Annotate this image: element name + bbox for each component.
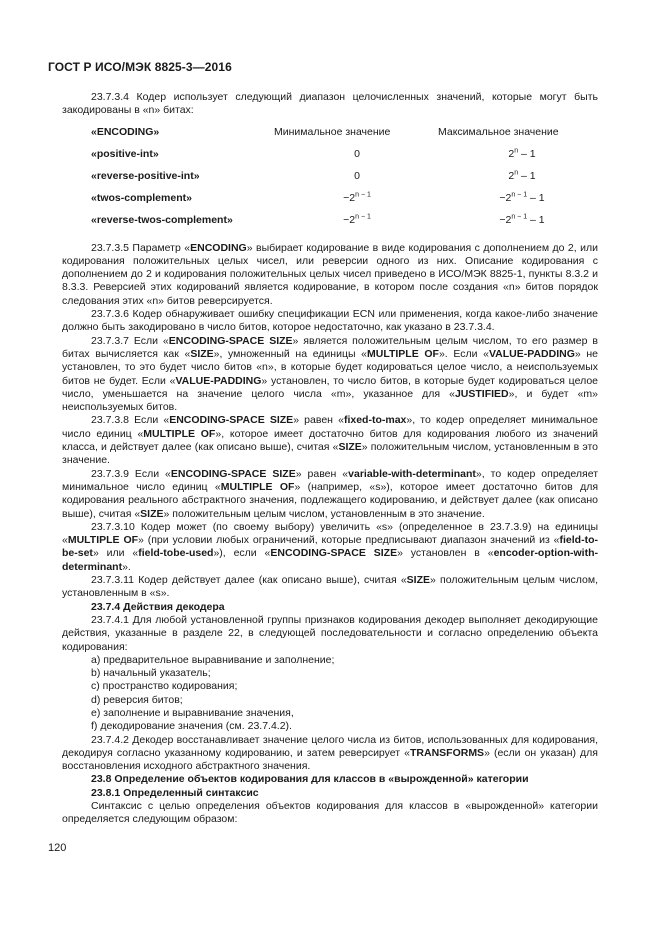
table-header-row bbox=[62, 126, 598, 140]
max-value: 2$^n$ – 1 bbox=[508, 147, 536, 160]
paragraph-23-7-3-4: 23.7.3.4 Кодер использует следующий диапазон целочисленных значений, которые могут быть закодированы в «n» битах: bbox=[62, 91, 598, 117]
list-item: d) реверсия битов; bbox=[91, 693, 183, 706]
paragraph-23-8-1: Синтаксис с целью определения объектов кодирования для классов в «вырожденной» категории определяется следующим образом: bbox=[62, 800, 598, 826]
paragraph-23-7-3-7: 23.7.3.7 Если «ENCODING-SPACE SIZE» является положительным целым числом, то его размер в битах вычисляется как «SIZE», умноженный на единицы «MULTIPLE OF». Если «VALUE-PADDING» не установлен, то это будет число битов «n», в которые будет кодироваться целое число, а неиспользуемых битов не будет. Если «VALUE-PADDING» установлен, то число битов, в которые будет кодироваться целое число, уменьшается на значение целого числа «m», указанное для «JUSTIFIED», и будет «m» неиспользуемых битов. bbox=[62, 334, 599, 414]
paragraph-23-7-4-1: 23.7.4.1 Для любой установленной группы признаков кодирования декодер выполняет декодирующие действия, указанные в разделе 22, в следующей последовательности и согласно определению объекта кодирования: bbox=[62, 613, 598, 653]
max-value: $-2^{n - 1} - 1$ bbox=[499, 191, 545, 204]
page-number: 120 bbox=[48, 842, 67, 854]
paragraph-23-7-3-6: 23.7.3.6 Кодер обнаруживает ошибку спецификации ECN или применения, когда какое-либо значение должно быть закодировано в число битов, которое недостаточно, как указано в 23.7.3.4. bbox=[62, 308, 598, 334]
min-value: $-2^{n - 1}$ bbox=[343, 191, 371, 204]
table-row bbox=[62, 148, 598, 162]
encoding-name: «reverse-positive-int» bbox=[91, 169, 200, 182]
list-item: a) предварительное выравнивание и заполнение; bbox=[91, 653, 335, 666]
encoding-name: «positive-int» bbox=[91, 147, 159, 160]
encoding-name: «twos-complement» bbox=[91, 191, 192, 204]
paragraph-23-7-3-5: 23.7.3.5 Параметр «ENCODING» выбирает кодирование в виде кодирования с дополнением до 2, или кодирования положительных целых чисел, или реверсии одного из них. Описание кодирования с дополнением до 2 и кодирования положительных целых чисел приведено в ИСО/МЭК 8825-1, пункты 8.3.2 и 8.3.3. Реверсией этих кодирований является кодирование, в котором после создания «n» битов порядок следования этих «n» битов реверсируется. bbox=[62, 241, 598, 307]
section-heading-23-7-4: 23.7.4 Действия декодера bbox=[91, 600, 225, 613]
table-row bbox=[62, 214, 598, 228]
max-value: $-2^{n - 1} - 1$ bbox=[499, 213, 545, 226]
list-item: b) начальный указатель; bbox=[91, 667, 211, 680]
list-item: f) декодирование значения (см. 23.7.4.2). bbox=[91, 720, 292, 733]
paragraph-23-7-3-9: 23.7.3.9 Если «ENCODING-SPACE SIZE» равен «variable-with-determinant», то кодер определяет минимальное число единиц «MULTIPLE OF» (например, «s»), которое имеет достаточно битов для кодирования реального абстрактного значения, подлежащего кодированию, и действует далее (как описано выше), считая «SIZE» положительным целым числом, установленным в это значение. bbox=[62, 467, 599, 520]
list-item: e) заполнение и выравнивание значения, bbox=[91, 706, 294, 719]
min-value: 0 bbox=[354, 169, 360, 182]
table-row bbox=[62, 192, 598, 206]
paragraph-23-7-3-8: 23.7.3.8 Если «ENCODING-SPACE SIZE» равен «fixed-to-max», то кодер определяет минимальное число единиц «MULTIPLE OF», которое имеет достаточно битов для кодирования любого из значений класса, и действует далее (как описано выше), считая «SIZE» положительным числом, установленным в это значение. bbox=[62, 414, 599, 467]
paragraph-23-7-3-10: 23.7.3.10 Кодер может (по своему выбору) увеличить «s» (определенное в 23.7.3.9) на единицы «MULTIPLE OF» (при условии любых ограничений, которые предписывают диапазон значений из «field-to-be-set» или «field-tobe-used»), если «ENCODING-SPACE SIZE» установлен в «encoder-option-with-determinant». bbox=[62, 520, 598, 573]
max-value: 2$^n$ – 1 bbox=[508, 169, 536, 182]
section-heading-23-8: 23.8 Определение объектов кодирования для классов в «вырожденной» категории bbox=[91, 773, 529, 786]
encoding-name: «reverse-twos-complement» bbox=[91, 213, 233, 226]
encoding-range-table bbox=[62, 126, 598, 234]
table-header-max: Максимальное значение bbox=[438, 125, 559, 138]
paragraph-23-7-3-11: 23.7.3.11 Кодер действует далее (как описано выше), считая «SIZE» положительным целым числом, установленным в «s». bbox=[62, 574, 598, 600]
document-header: ГОСТ Р ИСО/МЭК 8825-3—2016 bbox=[48, 60, 232, 74]
min-value: 0 bbox=[354, 147, 360, 160]
paragraph-23-7-4-2: 23.7.4.2 Декодер восстанавливает значение целого числа из битов, использованных для кодирования, декодируя согласно указанному кодированию, и затем реверсирует «TRANSFORMS» (если он указан) для восстановления исходного абстрактного значения. bbox=[62, 733, 598, 773]
page-body bbox=[62, 91, 598, 827]
table-header-encoding: «ENCODING» bbox=[91, 125, 160, 138]
section-heading-23-8-1: 23.8.1 Определенный синтаксис bbox=[91, 786, 259, 799]
table-row bbox=[62, 170, 598, 184]
table-header-min: Минимальное значение bbox=[274, 125, 391, 138]
list-item: c) пространство кодирования; bbox=[91, 680, 238, 693]
min-value: $-2^{n - 1}$ bbox=[343, 213, 371, 226]
